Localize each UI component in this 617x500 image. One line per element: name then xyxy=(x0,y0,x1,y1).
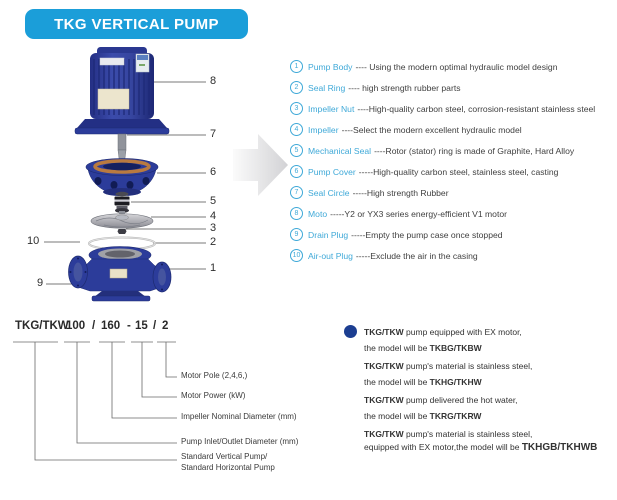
note-model: TKHG/TKHW xyxy=(429,377,482,387)
part-number-badge: 2 xyxy=(290,81,303,94)
pump-exploded-diagram xyxy=(0,45,300,310)
label-standard-vertical: Standard Vertical Pump/ xyxy=(181,452,268,461)
part-number-badge: 6 xyxy=(290,165,303,178)
note-text: pump's material is stainless steel, xyxy=(403,361,533,371)
callout-number: 10 xyxy=(27,235,40,247)
part-item xyxy=(290,161,617,182)
part-desc: ---- high strength rubber parts xyxy=(348,82,461,93)
part-item xyxy=(290,182,617,203)
label-inlet-outlet-diameter: Pump Inlet/Outlet Diameter (mm) xyxy=(181,437,299,446)
note-model: TKG/TKW xyxy=(364,395,404,405)
note-line xyxy=(364,429,532,439)
part-desc: ----Select the modern excellent hydraulic model xyxy=(341,124,522,135)
model-code-sep: - xyxy=(127,320,131,332)
callout-number: 1 xyxy=(210,262,217,274)
note-model: TKG/TKW xyxy=(364,361,404,371)
label-motor-pole: Motor Pole (2,4,6,) xyxy=(181,371,248,380)
part-desc: -----Exclude the air in the casing xyxy=(355,250,478,261)
part-number-badge: 9 xyxy=(290,228,303,241)
part-item xyxy=(290,119,617,140)
model-code-impeller: 160 xyxy=(101,320,121,332)
model-code-tree-lines xyxy=(0,310,330,500)
note-line xyxy=(364,411,481,421)
model-code-sep: / xyxy=(92,320,96,332)
pump-body-part xyxy=(69,247,172,302)
model-code-power: 15 xyxy=(135,320,148,332)
part-name: Pump Cover xyxy=(308,166,356,177)
part-item xyxy=(290,224,617,245)
note-text: pump's material is stainless steel, xyxy=(403,429,533,439)
note-line xyxy=(364,361,532,371)
part-number-badge: 1 xyxy=(290,60,303,73)
part-item xyxy=(290,245,617,266)
note-text: equipped with EX motor,the model will be xyxy=(364,442,522,452)
note-line xyxy=(364,395,518,405)
impeller-nut-part xyxy=(118,229,127,234)
impeller-part xyxy=(91,211,153,228)
callout-number: 2 xyxy=(210,236,217,248)
part-item xyxy=(290,56,617,77)
motor-part xyxy=(75,47,169,134)
part-name: Mechanical Seal xyxy=(308,145,372,156)
part-number-badge: 10 xyxy=(290,249,303,262)
part-number-badge: 3 xyxy=(290,102,303,115)
page-title: TKG VERTICAL PUMP xyxy=(54,15,219,33)
label-impeller-diameter: Impeller Nominal Diameter (mm) xyxy=(181,412,297,421)
note-line xyxy=(364,377,482,387)
callout-number: 6 xyxy=(210,166,217,178)
note-model: TKG/TKW xyxy=(364,327,404,337)
part-number-badge: 7 xyxy=(290,186,303,199)
note-text: the model will be xyxy=(364,411,430,421)
note-text: pump delivered the hot water, xyxy=(403,395,518,405)
part-name: Pump Body xyxy=(308,61,353,72)
callout-number: 8 xyxy=(210,75,217,87)
label-standard-horizontal: Standard Horizontal Pump xyxy=(181,462,275,472)
note-text: pump equipped with EX motor, xyxy=(403,327,522,337)
part-name: Impeller Nut xyxy=(308,103,355,114)
part-name: Drain Plug xyxy=(308,229,349,240)
part-desc: ----High-quality carbon steel, corrosion-resistant stainless steel xyxy=(357,103,596,114)
part-number-badge: 4 xyxy=(290,123,303,136)
note-model: TKG/TKW xyxy=(364,429,404,439)
note-text: the model will be xyxy=(364,377,430,387)
note-line xyxy=(364,343,482,353)
callout-number: 4 xyxy=(210,210,217,222)
part-desc: -----High-quality carbon steel, stainless steel, casting xyxy=(358,166,559,177)
label-standard-pump xyxy=(181,452,275,473)
part-desc: ----Rotor (stator) ring is made of Graphite, Hard Alloy xyxy=(374,145,575,156)
part-name: Seal Ring xyxy=(308,82,346,93)
callout-number: 9 xyxy=(37,277,44,289)
label-motor-power: Motor Power (kW) xyxy=(181,391,246,400)
bullet-icon xyxy=(344,325,357,338)
mechanical-seal-part xyxy=(115,192,130,213)
callout-number: 7 xyxy=(210,128,217,140)
part-desc: -----High strength Rubber xyxy=(352,187,449,198)
part-item xyxy=(290,203,617,224)
part-desc: -----Y2 or YX3 series energy-efficient V1 motor xyxy=(330,208,507,219)
part-desc: ---- Using the modern optimal hydraulic model design xyxy=(355,61,558,72)
pump-cover-part xyxy=(86,159,158,197)
note-model: TKBG/TKBW xyxy=(429,343,482,353)
part-desc: -----Empty the pump case once stopped xyxy=(351,229,503,240)
part-number-badge: 8 xyxy=(290,207,303,220)
part-name: Impeller xyxy=(308,124,339,135)
note-model: TKHGB/TKHWB xyxy=(521,442,598,453)
part-name: Moto xyxy=(308,208,328,219)
parts-list xyxy=(290,56,617,266)
part-item xyxy=(290,77,617,98)
note-text: the model will be xyxy=(364,343,430,353)
part-name: Air-out Plug xyxy=(308,250,353,261)
model-code-pole: 2 xyxy=(162,320,169,332)
model-code-prefix: TKG/TKW xyxy=(15,320,69,332)
part-name: Seal Circle xyxy=(308,187,350,198)
model-code-sep: / xyxy=(153,320,157,332)
model-code-inlet: 100 xyxy=(66,320,86,332)
callout-number: 3 xyxy=(210,222,217,234)
right-arrow-icon xyxy=(233,134,288,196)
callout-number: 5 xyxy=(210,195,217,207)
note-model: TKRG/TKRW xyxy=(429,411,482,421)
note-line xyxy=(364,327,522,337)
part-number-badge: 5 xyxy=(290,144,303,157)
part-item xyxy=(290,98,617,119)
part-item xyxy=(290,140,617,161)
title-badge xyxy=(25,9,248,39)
note-line xyxy=(364,442,597,453)
